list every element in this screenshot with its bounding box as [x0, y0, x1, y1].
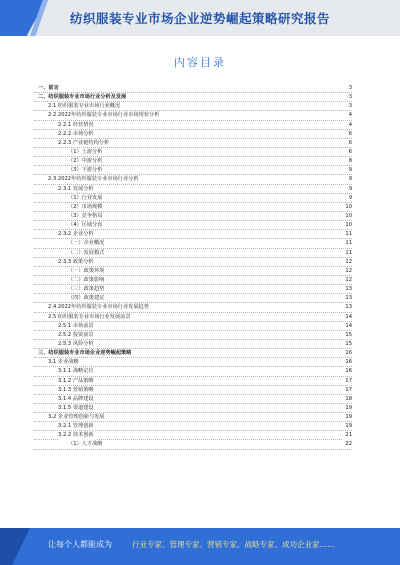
toc-entry[interactable] [34, 431, 352, 440]
toc-entry-title: 2.5.2 投资前景 [58, 331, 94, 338]
toc-entry[interactable] [34, 404, 352, 413]
toc-entry-page: 10 [345, 222, 352, 229]
toc-entry-title: （一）企业概况 [68, 240, 105, 247]
toc-entry-title: （1）人才战略 [68, 441, 103, 448]
toc-entry[interactable] [34, 203, 352, 212]
toc-entry[interactable] [34, 340, 352, 349]
header-banner [0, 0, 400, 36]
toc-entry-page: 12 [345, 258, 352, 265]
toc-entry[interactable] [34, 230, 352, 239]
toc-entry-title: 2.2 2022年纺织服装专业市场行业市场现状分析 [48, 112, 160, 119]
toc-entry-title: （二）政策影响 [68, 276, 105, 283]
footer-banner [0, 528, 400, 565]
toc-entry-title: 3.1.2 产品策略 [58, 377, 94, 384]
toc-entry[interactable] [34, 239, 352, 248]
toc-entry[interactable] [34, 395, 352, 404]
toc-entry-page: 14 [345, 322, 352, 329]
toc-entry-page: 3 [348, 85, 352, 91]
toc-entry[interactable] [34, 130, 352, 139]
toc-entry-title: 3.1 企业战略 [48, 359, 79, 366]
toc-entry-page: 14 [345, 313, 352, 320]
toc-entry-title: 2.3.1 发展分析 [58, 185, 94, 192]
toc-entry-title: （1）上游分析 [68, 148, 103, 155]
toc-entry[interactable] [34, 157, 352, 166]
toc-entry-page: 9 [348, 185, 352, 192]
toc-entry-page: 22 [345, 441, 352, 448]
toc-entry-title: 3.2.1 管理创新 [58, 423, 94, 430]
toc-entry[interactable] [34, 358, 352, 367]
toc-entry-page: 11 [345, 240, 352, 247]
toc-entry-title: 3.1.5 渠道建设 [58, 404, 94, 411]
footer-audience: 行业专家、管理专家、营销专家、战略专家、成功企业家…… [132, 540, 335, 549]
toc-entry[interactable] [34, 111, 352, 120]
toc-entry-page: 11 [345, 249, 352, 256]
toc-entry-page: 10 [345, 212, 352, 219]
toc-entry[interactable] [34, 102, 352, 111]
toc-entry-title: 一、前言 [38, 85, 59, 91]
toc-entry-page: 15 [345, 340, 352, 347]
toc-entry-page: 13 [345, 295, 352, 302]
toc-entry-page: 3 [348, 103, 352, 110]
toc-entry-title: （二）发展模式 [68, 249, 105, 256]
toc-entry-title: 2.3 2022年纺织服装专业市场行业分析 [48, 176, 139, 183]
toc-entry-title: 3.1.1 战略定位 [58, 368, 94, 375]
toc-entry-title: 3.1.3 营销策略 [58, 386, 94, 393]
toc-entry[interactable] [34, 440, 352, 449]
toc-entry-title: 2.5.1 市场前景 [58, 322, 94, 329]
toc-entry[interactable] [34, 185, 352, 194]
toc-entry[interactable] [34, 139, 352, 148]
toc-entry-page: 6 [348, 139, 352, 146]
toc-entry-title: （3）竞争格局 [68, 212, 103, 219]
toc-entry-page: 15 [345, 331, 352, 338]
toc-entry[interactable] [34, 258, 352, 267]
toc-entry-title: 2.5 纺织服装专业市场行业发展前景 [48, 313, 131, 320]
toc-entry[interactable] [34, 294, 352, 303]
toc-entry-title: （一）政策环境 [68, 267, 105, 274]
table-of-contents [34, 84, 352, 450]
toc-entry[interactable] [34, 422, 352, 431]
toc-entry-page: 9 [348, 167, 352, 174]
toc-entry-title: 2.4 2022年纺织服装专业市场行业发展趋势 [48, 304, 149, 311]
toc-entry-title: （四）政策建议 [68, 295, 105, 302]
toc-entry-title: 三、纺织服装专业市场企业逆势崛起策略 [38, 350, 132, 357]
toc-entry[interactable] [34, 166, 352, 175]
toc-entry-title: 2.2.1 经营情况 [58, 121, 94, 128]
toc-entry-page: 9 [348, 194, 352, 201]
toc-entry[interactable] [34, 331, 352, 340]
toc-entry[interactable] [34, 322, 352, 331]
toc-entry[interactable] [34, 175, 352, 184]
toc-entry[interactable] [34, 313, 352, 322]
toc-entry-title: 2.2.2 市场分析 [58, 130, 94, 137]
toc-entry-title: （三）政策趋势 [68, 286, 105, 293]
toc-entry-page: 4 [348, 112, 352, 119]
toc-entry-page: 3 [348, 94, 352, 101]
toc-entry-page: 19 [345, 404, 352, 411]
toc-entry[interactable] [34, 386, 352, 395]
toc-entry-page: 13 [345, 286, 352, 293]
toc-entry[interactable] [34, 148, 352, 157]
toc-entry-page: 18 [345, 395, 352, 402]
toc-entry[interactable] [34, 285, 352, 294]
toc-entry[interactable] [34, 367, 352, 376]
toc-entry-page: 4 [348, 121, 352, 128]
footer-tagline: 让每个人都能成为 [48, 540, 112, 549]
toc-entry-page: 19 [345, 414, 352, 421]
toc-entry-page: 6 [348, 130, 352, 137]
toc-entry[interactable] [34, 221, 352, 230]
toc-entry-page: 6 [348, 148, 352, 155]
toc-entry-title: 2.3.2 企业分析 [58, 231, 94, 238]
report-title: 纺织服装专业市场企业逆势崛起策略研究报告 [70, 11, 331, 26]
toc-entry[interactable] [34, 212, 352, 221]
toc-entry-page: 21 [345, 432, 352, 439]
toc-entry-page: 12 [345, 276, 352, 283]
toc-entry-page: 16 [345, 368, 352, 375]
toc-entry[interactable] [34, 93, 352, 102]
toc-entry-title: （2）市场规模 [68, 203, 103, 210]
toc-entry[interactable] [34, 121, 352, 130]
toc-entry[interactable] [34, 303, 352, 312]
toc-entry-title: （4）区域分布 [68, 222, 103, 229]
toc-entry-title: 2.2.3 产业链结构分析 [58, 139, 110, 146]
toc-entry[interactable] [34, 349, 352, 358]
toc-entry[interactable] [34, 249, 352, 258]
toc-entry[interactable] [34, 276, 352, 285]
toc-entry-title: 3.2 企业管理创新与发展 [48, 414, 105, 421]
toc-entry[interactable] [34, 377, 352, 386]
toc-entry[interactable] [34, 267, 352, 276]
toc-entry-page: 10 [345, 203, 352, 210]
toc-entry-title: 2.5.3 风险分析 [58, 340, 94, 347]
toc-entry-title: 3.2.2 技术创新 [58, 432, 94, 439]
toc-entry-title: 2.3.3 政策分析 [58, 258, 94, 265]
toc-entry-title: 3.1.4 品牌建设 [58, 395, 94, 402]
toc-entry-page: 8 [348, 158, 352, 165]
toc-entry-title: 二、纺织服装专业市场行业分析及发展 [38, 94, 127, 101]
toc-entry-page: 19 [345, 423, 352, 430]
toc-entry-title: （2）中游分析 [68, 158, 103, 165]
toc-entry-page: 12 [345, 267, 352, 274]
toc-entry-title: （1）行业发展 [68, 194, 103, 201]
toc-entry[interactable] [34, 194, 352, 203]
toc-entry-page: 17 [345, 377, 352, 384]
toc-entry-title: （3）下游分析 [68, 167, 103, 174]
toc-entry-page: 16 [345, 350, 352, 357]
toc-heading: 内容目录 [174, 56, 226, 69]
toc-entry-page: 9 [348, 176, 352, 183]
toc-entry-page: 17 [345, 386, 352, 393]
toc-entry-page: 11 [345, 231, 352, 238]
toc-entry-page: 16 [345, 359, 352, 366]
footer-accent-shape [0, 528, 30, 565]
toc-entry-page: 13 [345, 304, 352, 311]
toc-entry-title: 2.1 纺织服装专业市场行业概况 [48, 103, 121, 110]
toc-entry[interactable] [34, 413, 352, 422]
toc-entry[interactable] [34, 84, 352, 93]
